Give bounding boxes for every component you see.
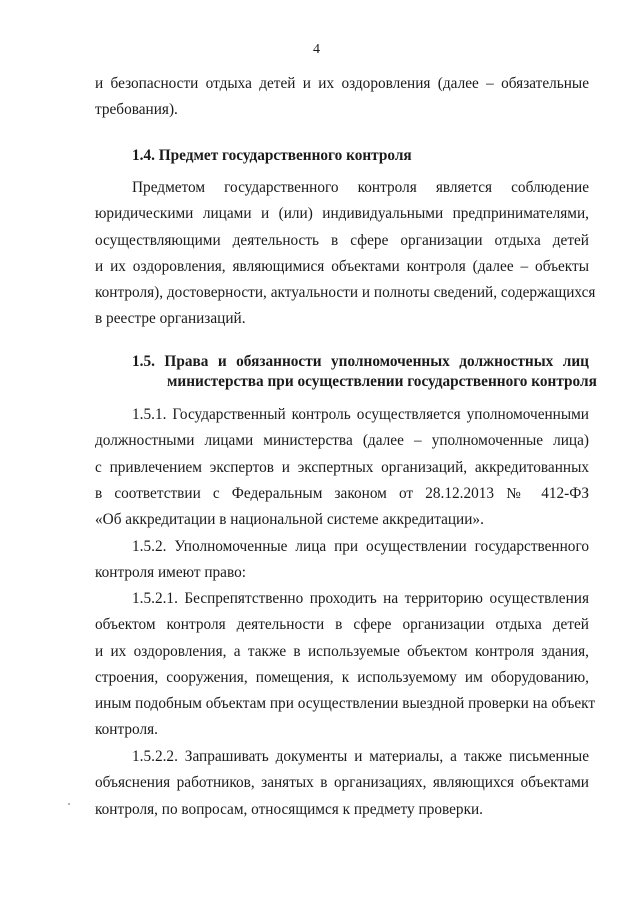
text-line: осуществляющими деятельность в сфере организации отдыха детей	[95, 231, 589, 249]
text-line: иным подобным объектам при осуществлении выездной проверки на объект	[95, 695, 596, 713]
text-line: строения, сооружения, помещения, к используемому им оборудованию,	[95, 668, 589, 686]
text-line: и их оздоровления, являющимися объектами контроля (далее – объекты	[95, 257, 589, 275]
paragraph-1-5-2-1	[95, 586, 596, 744]
text-line: объектом контроля деятельности в сфере организации отдыха детей	[95, 616, 589, 634]
page-number: 4	[313, 42, 320, 57]
text-line: 1.5.1. Государственный контроль осуществляется уполномоченными	[132, 406, 589, 423]
text-line: контроля, по вопросам, относящимся к предмету проверки.	[95, 800, 484, 818]
paragraph-1-5-2	[95, 534, 589, 587]
text-line: и их оздоровления, а также в используемые объектом контроля здания,	[95, 642, 589, 660]
section-heading-1-5-line-1: 1.5. Права и обязанности уполномоченных должностных лиц	[132, 353, 589, 370]
text-line: должностными лицами министерства (далее – уполномоченные лица)	[95, 432, 589, 450]
text-line: «Об аккредитации в национальной системе аккредитации».	[95, 511, 484, 529]
text-line: объяснения работников, занятых в организациях, являющихся объектами	[95, 774, 589, 792]
text-line: требования).	[95, 101, 178, 119]
text-line: 1.5.2.2. Запрашивать документы и материалы, а также письменные	[132, 748, 589, 765]
intro-paragraph	[95, 71, 589, 124]
text-line: контроля), достоверности, актуальности и полноты сведений, содержащихся	[95, 284, 596, 302]
text-line: 1.5.2.1. Беспрепятственно проходить на территорию осуществления	[132, 590, 589, 607]
section-heading-1-5-line-2: министерства при осуществлении государственного контроля	[167, 373, 597, 390]
text-line: юридическими лицами и (или) индивидуальными предпринимателями,	[95, 205, 589, 223]
scan-speck	[68, 803, 70, 805]
text-line: в реестре организаций.	[95, 310, 246, 328]
paragraph-1-5-1	[95, 402, 589, 533]
text-line: контроля имеют право:	[95, 564, 246, 582]
text-line: с привлечением экспертов и экспертных организаций, аккредитованных	[95, 458, 589, 476]
text-line: 1.5.2. Уполномоченные лица при осуществлении государственного	[132, 538, 589, 555]
paragraph-1-4	[95, 175, 596, 333]
section-heading-1-4: 1.4. Предмет государственного контроля	[132, 147, 412, 164]
text-line: Предметом государственного контроля является соблюдение	[132, 179, 589, 196]
text-line: в соответствии с Федеральным законом от 28.12.2013 № 412-ФЗ	[95, 484, 589, 502]
text-line: контроля.	[95, 721, 158, 739]
paragraph-1-5-2-2	[95, 744, 589, 823]
text-line: и безопасности отдыха детей и их оздоровления (далее – обязательные	[95, 75, 589, 92]
